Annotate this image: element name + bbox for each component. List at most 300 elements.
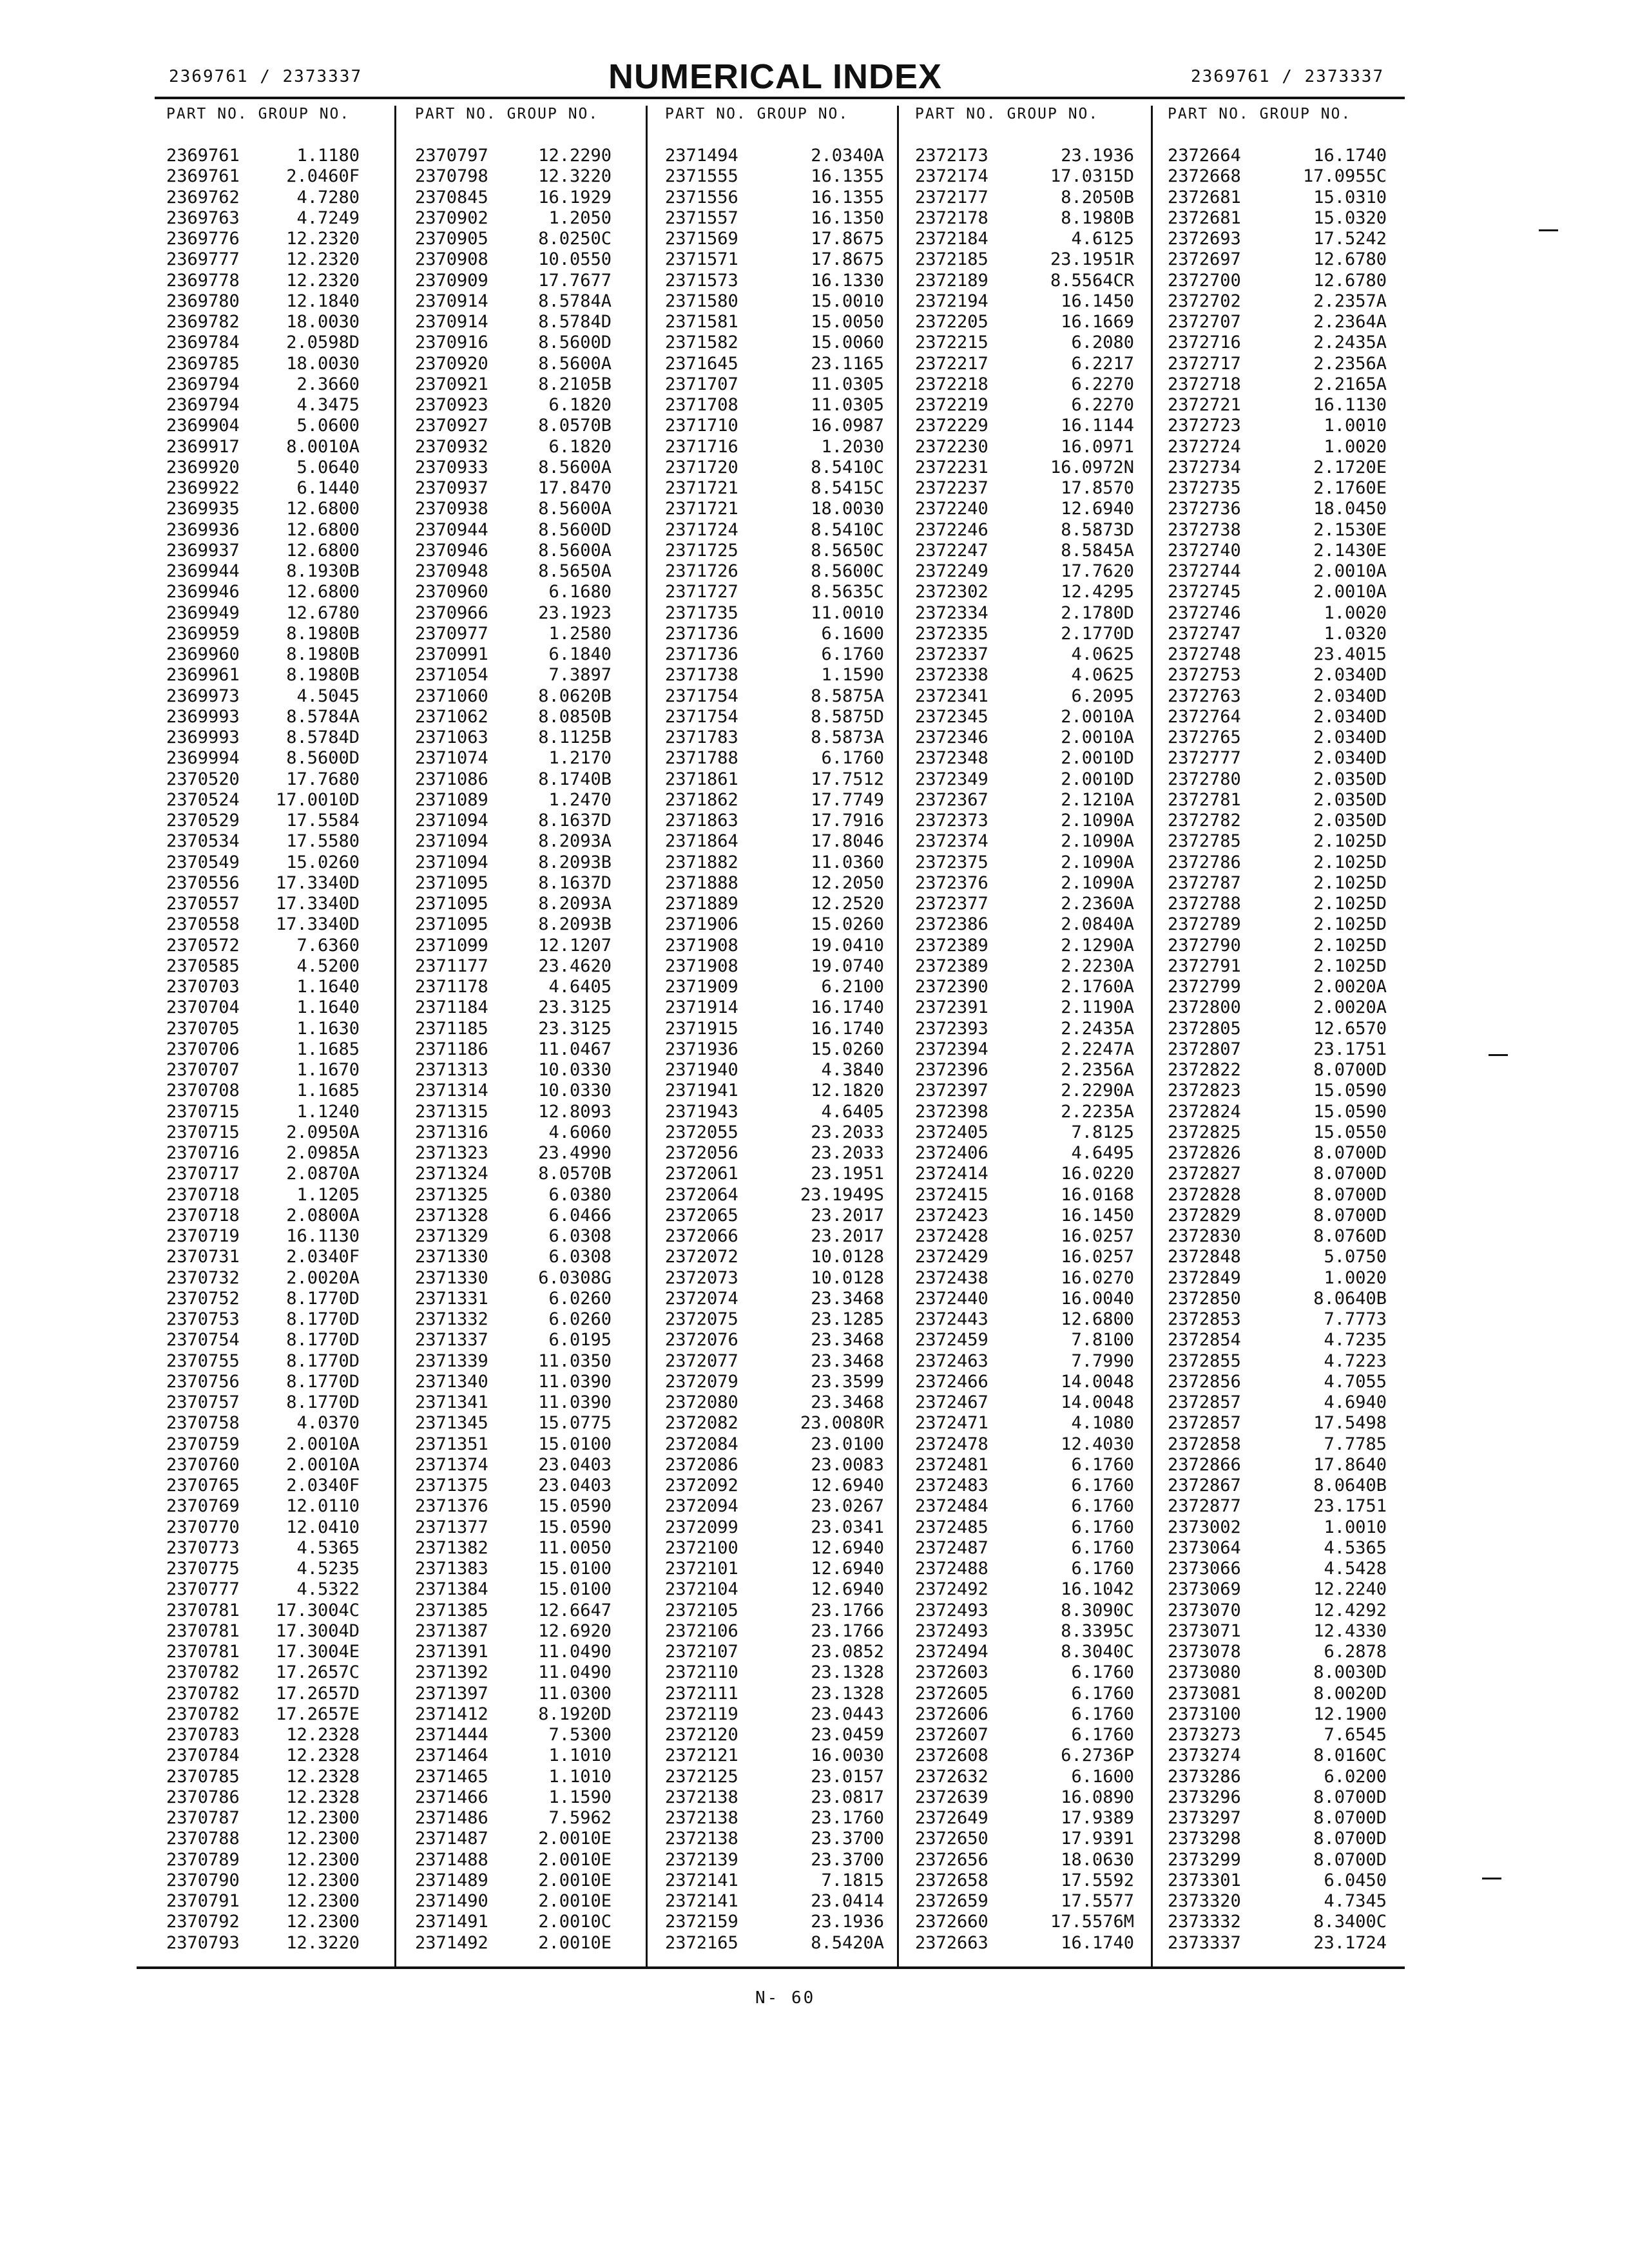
index-row xyxy=(166,561,360,582)
index-row xyxy=(415,1413,612,1434)
index-row xyxy=(166,499,360,519)
group-number: 6.1760 xyxy=(1071,1662,1134,1683)
part-number: 2371708 xyxy=(665,395,738,415)
part-number: 2372219 xyxy=(915,395,988,415)
group-number: 2.0985A xyxy=(286,1143,360,1163)
index-row xyxy=(166,894,360,914)
part-number: 2372781 xyxy=(1168,789,1241,810)
index-row xyxy=(415,499,612,519)
index-row xyxy=(1168,1247,1387,1267)
index-row xyxy=(915,1808,1134,1829)
part-number: 2373064 xyxy=(1168,1537,1241,1558)
group-number: 11.0490 xyxy=(538,1642,612,1662)
index-row xyxy=(1168,1891,1387,1912)
margin-mark xyxy=(1489,1054,1508,1056)
group-number: 1.1010 xyxy=(548,1766,612,1787)
index-row xyxy=(665,748,884,769)
group-number: 2.2165A xyxy=(1313,374,1387,394)
index-row xyxy=(665,561,884,582)
part-number: 2370946 xyxy=(415,540,488,561)
index-row xyxy=(415,1829,612,1849)
index-row xyxy=(415,332,612,353)
part-number: 2372716 xyxy=(1168,332,1241,353)
part-number: 2370787 xyxy=(166,1808,240,1828)
part-number: 2372605 xyxy=(915,1683,988,1704)
index-row xyxy=(166,582,360,602)
part-number: 2372120 xyxy=(665,1725,738,1745)
group-number: 17.5584 xyxy=(286,811,360,831)
part-number: 2372389 xyxy=(915,956,988,976)
group-number: 8.5410C xyxy=(811,519,884,540)
group-number: 7.7990 xyxy=(1071,1350,1134,1371)
group-number: 4.6495 xyxy=(1071,1143,1134,1163)
index-row xyxy=(166,1351,360,1372)
group-number: 8.0570B xyxy=(538,1164,612,1184)
group-number: 16.0168 xyxy=(1061,1184,1134,1205)
group-number: 6.1680 xyxy=(548,582,612,602)
group-number: 2.1090A xyxy=(1061,852,1134,872)
part-number: 2371941 xyxy=(665,1081,738,1101)
group-number: 16.1450 xyxy=(1061,291,1134,311)
index-row xyxy=(166,520,360,541)
part-number: 2372077 xyxy=(665,1350,738,1371)
group-number: 2.1210A xyxy=(1061,789,1134,810)
group-number: 17.8470 xyxy=(538,478,612,498)
part-number: 2372467 xyxy=(915,1392,988,1412)
group-number: 2.0010A xyxy=(286,1434,360,1454)
index-row xyxy=(665,332,884,353)
index-row xyxy=(166,977,360,997)
part-number: 2372693 xyxy=(1168,229,1241,249)
part-number: 2372857 xyxy=(1168,1413,1241,1434)
group-number: 23.3468 xyxy=(811,1288,884,1309)
part-number: 2372438 xyxy=(915,1267,988,1288)
index-row xyxy=(665,1745,884,1766)
group-number: 4.7055 xyxy=(1324,1371,1387,1392)
group-number: 2.0950A xyxy=(286,1122,360,1142)
group-number: 7.5962 xyxy=(548,1808,612,1828)
part-number: 2372376 xyxy=(915,872,988,893)
part-number: 2371569 xyxy=(665,229,738,249)
index-row xyxy=(915,354,1134,374)
part-number: 2372429 xyxy=(915,1247,988,1267)
group-number: 1.1590 xyxy=(821,665,884,686)
group-number: 8.5420A xyxy=(811,1932,884,1953)
index-row xyxy=(1168,873,1387,894)
group-number: 1.1640 xyxy=(296,977,360,997)
part-number: 2369904 xyxy=(166,416,240,436)
part-number: 2372785 xyxy=(1168,831,1241,852)
part-number: 2372218 xyxy=(915,374,988,394)
group-number: 2.0350D xyxy=(1313,811,1387,831)
part-number: 2373066 xyxy=(1168,1559,1241,1579)
part-number: 2370769 xyxy=(166,1496,240,1517)
group-number: 4.5322 xyxy=(296,1579,360,1600)
group-number: 14.0048 xyxy=(1061,1392,1134,1412)
part-number: 2370977 xyxy=(415,623,488,644)
group-number: 17.0955C xyxy=(1302,166,1387,187)
index-row xyxy=(665,665,884,686)
group-number: 2.1025D xyxy=(1313,831,1387,852)
group-number: 8.0010A xyxy=(286,436,360,457)
part-number: 2372735 xyxy=(1168,478,1241,498)
group-number: 1.0320 xyxy=(1324,623,1387,644)
group-number: 16.0270 xyxy=(1061,1267,1134,1288)
part-number: 2372229 xyxy=(915,416,988,436)
part-number: 2371086 xyxy=(415,769,488,789)
index-row xyxy=(915,1704,1134,1725)
group-number: 4.5365 xyxy=(1324,1537,1387,1558)
part-number: 2371736 xyxy=(665,623,738,644)
part-number: 2372406 xyxy=(915,1143,988,1163)
index-row xyxy=(915,582,1134,602)
index-row xyxy=(415,956,612,977)
part-number: 2372337 xyxy=(915,644,988,664)
index-row xyxy=(1168,395,1387,416)
index-row xyxy=(1168,1684,1387,1704)
part-number: 2372736 xyxy=(1168,499,1241,519)
group-number: 2.0340F xyxy=(286,1475,360,1495)
index-row xyxy=(915,1579,1134,1600)
group-number: 12.6800 xyxy=(286,499,360,519)
index-row xyxy=(665,187,884,208)
group-number: 5.0600 xyxy=(296,416,360,436)
index-row xyxy=(915,1122,1134,1143)
index-row xyxy=(665,1122,884,1143)
group-number: 12.6940 xyxy=(811,1475,884,1495)
index-row xyxy=(166,1559,360,1579)
group-number: 6.1840 xyxy=(548,644,612,664)
part-number: 2372423 xyxy=(915,1205,988,1225)
index-row xyxy=(1168,1289,1387,1309)
group-number: 17.9391 xyxy=(1061,1829,1134,1849)
group-number: 8.5784A xyxy=(286,706,360,727)
part-number: 2372125 xyxy=(665,1766,738,1787)
index-row xyxy=(665,727,884,748)
group-number: 12.1840 xyxy=(286,291,360,311)
row-list xyxy=(915,146,1134,1954)
index-row xyxy=(1168,852,1387,873)
group-number: 17.7512 xyxy=(811,769,884,789)
group-number: 2.1760A xyxy=(1061,977,1134,997)
index-row xyxy=(665,1226,884,1247)
column-divider xyxy=(646,106,648,1968)
index-row xyxy=(166,914,360,935)
index-row xyxy=(915,332,1134,353)
index-row xyxy=(665,1621,884,1642)
part-number: 2370705 xyxy=(166,1018,240,1039)
index-row xyxy=(166,727,360,748)
index-column-3 xyxy=(665,106,897,1953)
group-number: 12.2328 xyxy=(286,1766,360,1787)
index-row xyxy=(415,1455,612,1475)
index-row xyxy=(1168,665,1387,686)
part-number: 2372394 xyxy=(915,1039,988,1059)
part-number: 2371329 xyxy=(415,1226,488,1246)
group-number: 1.0020 xyxy=(1324,1267,1387,1288)
index-row xyxy=(415,582,612,602)
part-number: 2372335 xyxy=(915,623,988,644)
group-number: 1.1630 xyxy=(296,1018,360,1039)
group-number: 16.0971 xyxy=(1061,436,1134,457)
index-row xyxy=(166,956,360,977)
part-number: 2371340 xyxy=(415,1371,488,1392)
group-number: 17.7749 xyxy=(811,789,884,810)
group-number: 18.0450 xyxy=(1313,499,1387,519)
index-row xyxy=(1168,936,1387,956)
group-number: 12.6800 xyxy=(286,540,360,561)
index-row xyxy=(415,166,612,187)
part-number: 2372788 xyxy=(1168,894,1241,914)
part-number: 2373100 xyxy=(1168,1704,1241,1724)
part-number: 2371095 xyxy=(415,894,488,914)
part-number: 2370524 xyxy=(166,789,240,810)
group-number: 6.1760 xyxy=(1071,1725,1134,1745)
group-number: 12.2290 xyxy=(538,146,612,166)
part-number: 2371492 xyxy=(415,1932,488,1953)
index-row xyxy=(415,1684,612,1704)
part-number: 2371491 xyxy=(415,1912,488,1932)
part-number: 2372649 xyxy=(915,1808,988,1828)
group-number: 8.5564CR xyxy=(1050,270,1134,291)
part-number: 2372639 xyxy=(915,1787,988,1807)
group-number: 2.2290A xyxy=(1061,1081,1134,1101)
group-number: 2.0010E xyxy=(538,1870,612,1890)
index-row xyxy=(166,1704,360,1725)
group-number: 8.0700D xyxy=(1313,1205,1387,1225)
part-number: 2370991 xyxy=(415,644,488,664)
part-number: 2369993 xyxy=(166,706,240,727)
part-number: 2373081 xyxy=(1168,1683,1241,1704)
part-number: 2370549 xyxy=(166,852,240,872)
group-number: 23.3468 xyxy=(811,1350,884,1371)
index-row xyxy=(915,208,1134,229)
index-row xyxy=(915,1206,1134,1226)
group-number: 17.3340D xyxy=(275,894,360,914)
part-number: 2373337 xyxy=(1168,1932,1241,1953)
index-row xyxy=(665,1538,884,1559)
part-number: 2370773 xyxy=(166,1537,240,1558)
index-row xyxy=(166,374,360,395)
group-number: 8.5600A xyxy=(538,353,612,374)
part-number: 2370556 xyxy=(166,872,240,893)
group-number: 17.5242 xyxy=(1313,229,1387,249)
index-row xyxy=(665,208,884,229)
index-row xyxy=(665,852,884,873)
group-number: 6.2270 xyxy=(1071,395,1134,415)
index-row xyxy=(1168,1621,1387,1642)
index-row xyxy=(166,1808,360,1829)
group-number: 11.0490 xyxy=(538,1662,612,1683)
part-number: 2372721 xyxy=(1168,395,1241,415)
index-row xyxy=(166,208,360,229)
index-row xyxy=(166,1496,360,1517)
part-number: 2372075 xyxy=(665,1309,738,1329)
group-number: 6.2095 xyxy=(1071,686,1134,706)
index-row xyxy=(415,354,612,374)
group-number: 23.2017 xyxy=(811,1226,884,1246)
index-row xyxy=(915,686,1134,707)
part-number: 2370718 xyxy=(166,1205,240,1225)
part-number: 2372738 xyxy=(1168,519,1241,540)
part-number: 2372607 xyxy=(915,1725,988,1745)
group-number: 2.0870A xyxy=(286,1164,360,1184)
group-number: 8.3395C xyxy=(1061,1620,1134,1641)
part-number: 2372492 xyxy=(915,1579,988,1600)
group-number: 8.1637D xyxy=(538,811,612,831)
group-number: 8.0850B xyxy=(538,706,612,727)
index-row xyxy=(415,291,612,312)
part-number: 2372105 xyxy=(665,1600,738,1620)
index-row xyxy=(915,1060,1134,1081)
part-number: 2371909 xyxy=(665,977,738,997)
part-number: 2372231 xyxy=(915,457,988,477)
group-number: 1.1670 xyxy=(296,1060,360,1080)
index-row xyxy=(915,1372,1134,1392)
group-number: 8.0620B xyxy=(538,686,612,706)
part-number: 2372443 xyxy=(915,1309,988,1329)
index-row xyxy=(665,1600,884,1621)
part-number: 2369784 xyxy=(166,332,240,353)
index-row xyxy=(415,187,612,208)
group-number: 12.4030 xyxy=(1061,1434,1134,1454)
part-number: 2371754 xyxy=(665,686,738,706)
part-number: 2372055 xyxy=(665,1122,738,1142)
part-number: 2372141 xyxy=(665,1870,738,1890)
group-number: 8.5784D xyxy=(286,727,360,747)
group-number: 16.1042 xyxy=(1061,1579,1134,1600)
group-number: 12.2520 xyxy=(811,894,884,914)
group-number: 16.1350 xyxy=(811,207,884,228)
part-number: 2371391 xyxy=(415,1642,488,1662)
part-number: 2372656 xyxy=(915,1849,988,1870)
index-row xyxy=(166,1475,360,1496)
group-number: 17.5580 xyxy=(286,831,360,852)
part-number: 2370944 xyxy=(415,519,488,540)
group-number: 8.3040C xyxy=(1061,1642,1134,1662)
group-number: 10.0128 xyxy=(811,1267,884,1288)
index-row xyxy=(166,1850,360,1870)
part-number: 2372189 xyxy=(915,270,988,291)
group-number: 12.2300 xyxy=(286,1808,360,1828)
index-row xyxy=(665,1392,884,1413)
index-row xyxy=(1168,1787,1387,1808)
group-number: 2.3660 xyxy=(296,374,360,394)
group-number: 15.0060 xyxy=(811,332,884,353)
part-number: 2371863 xyxy=(665,811,738,831)
part-number: 2372718 xyxy=(1168,374,1241,394)
group-number: 4.5235 xyxy=(296,1559,360,1579)
part-number: 2372141 xyxy=(665,1891,738,1911)
part-number: 2370770 xyxy=(166,1517,240,1537)
part-number: 2372061 xyxy=(665,1164,738,1184)
part-number: 2372659 xyxy=(915,1891,988,1911)
index-row xyxy=(1168,1517,1387,1538)
part-number: 2372173 xyxy=(915,146,988,166)
index-row xyxy=(915,187,1134,208)
group-number: 6.1820 xyxy=(548,436,612,457)
group-number: 2.0460F xyxy=(286,166,360,187)
index-row xyxy=(665,1517,884,1538)
index-row xyxy=(415,1808,612,1829)
part-number: 2372345 xyxy=(915,706,988,727)
index-row xyxy=(665,686,884,707)
index-row xyxy=(415,1330,612,1350)
group-number: 23.3125 xyxy=(538,997,612,1018)
index-row xyxy=(665,1019,884,1039)
group-number: 16.1144 xyxy=(1061,416,1134,436)
part-number: 2372396 xyxy=(915,1060,988,1080)
part-number: 2372681 xyxy=(1168,207,1241,228)
group-number: 1.1590 xyxy=(548,1787,612,1807)
group-number: 17.5592 xyxy=(1061,1870,1134,1890)
group-number: 2.0598D xyxy=(286,332,360,353)
group-number: 6.1760 xyxy=(1071,1496,1134,1517)
group-number: 8.1980B xyxy=(286,665,360,686)
part-number: 2372849 xyxy=(1168,1267,1241,1288)
index-row xyxy=(665,541,884,561)
part-number: 2372790 xyxy=(1168,935,1241,956)
part-number: 2372765 xyxy=(1168,727,1241,747)
index-row xyxy=(166,1725,360,1745)
part-number: 2372074 xyxy=(665,1288,738,1309)
part-number: 2371707 xyxy=(665,374,738,394)
group-number: 10.0550 xyxy=(538,249,612,270)
index-row xyxy=(166,1309,360,1330)
part-number: 2371094 xyxy=(415,852,488,872)
index-row xyxy=(1168,1725,1387,1745)
group-number: 12.6800 xyxy=(1061,1309,1134,1329)
group-number: 23.1724 xyxy=(1313,1932,1387,1953)
index-row xyxy=(1168,727,1387,748)
part-number: 2370797 xyxy=(415,146,488,166)
part-number: 2370557 xyxy=(166,894,240,914)
group-number: 8.0700D xyxy=(1313,1164,1387,1184)
part-number: 2371556 xyxy=(665,187,738,207)
group-number: 2.0340D xyxy=(1313,727,1387,747)
group-number: 12.2320 xyxy=(286,249,360,270)
part-number: 2370703 xyxy=(166,977,240,997)
index-row xyxy=(415,811,612,831)
part-number: 2371063 xyxy=(415,727,488,747)
index-row xyxy=(1168,208,1387,229)
index-row xyxy=(1168,977,1387,997)
part-number: 2372753 xyxy=(1168,665,1241,686)
index-row xyxy=(166,686,360,707)
index-row xyxy=(915,520,1134,541)
group-number: 8.5600A xyxy=(538,540,612,561)
part-number: 2372805 xyxy=(1168,1018,1241,1039)
part-number: 2369776 xyxy=(166,229,240,249)
part-number: 2369959 xyxy=(166,623,240,644)
part-number: 2371095 xyxy=(415,872,488,893)
index-row xyxy=(415,1767,612,1787)
part-number: 2372855 xyxy=(1168,1350,1241,1371)
group-number: 8.5875D xyxy=(811,706,884,727)
index-row xyxy=(415,707,612,727)
part-number: 2371736 xyxy=(665,644,738,664)
group-number: 23.3700 xyxy=(811,1849,884,1870)
part-number: 2372184 xyxy=(915,229,988,249)
group-number: 23.1766 xyxy=(811,1600,884,1620)
part-number: 2371716 xyxy=(665,436,738,457)
index-row xyxy=(166,997,360,1018)
group-number: 1.1205 xyxy=(296,1184,360,1205)
part-number: 2370585 xyxy=(166,956,240,976)
group-number: 8.5600D xyxy=(538,519,612,540)
index-row xyxy=(166,395,360,416)
group-number: 2.2356A xyxy=(1061,1060,1134,1080)
